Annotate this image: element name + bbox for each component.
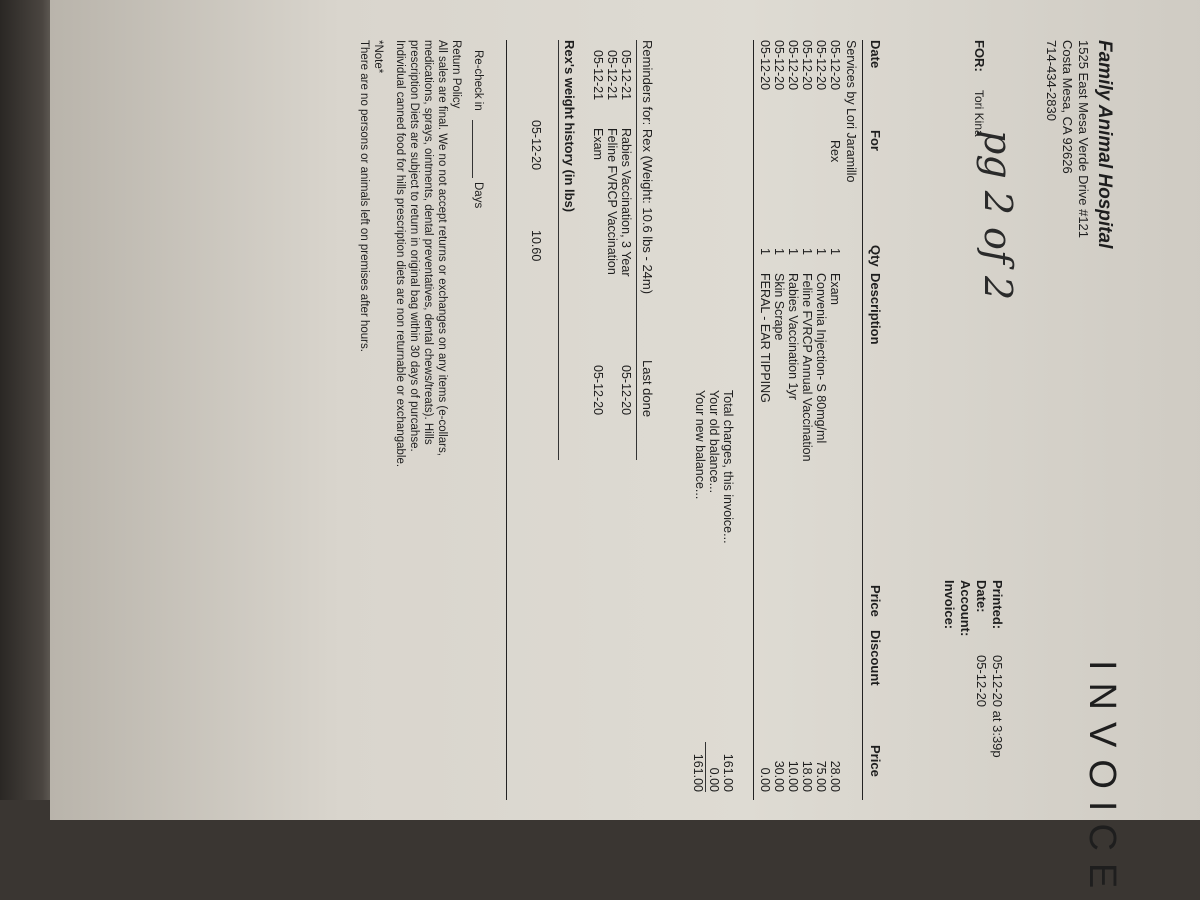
return-policy-title: Return Policy <box>450 40 462 109</box>
line-item-description: Skin Scrape <box>772 273 786 341</box>
line-item-price: 30.00 <box>772 760 786 792</box>
services-by: Services by Lori Jaramillo <box>844 40 858 183</box>
reminder-due-date: 05-12-21 <box>605 50 619 101</box>
new-balance-label: Your new balance... <box>693 390 707 500</box>
line-item-qty: 1 <box>772 248 786 255</box>
line-item-date: 05-12-20 <box>828 40 842 91</box>
recheck-prefix: Re-check in <box>472 50 484 111</box>
line-item-date: 05-12-20 <box>800 40 814 91</box>
weight-entry-date: 05-12-20 <box>529 120 543 171</box>
for-value: Tori Kina <box>972 90 986 137</box>
weight-history-title: Rex's weight history (in lbs) <box>562 40 577 213</box>
invoice-title: INVOICE <box>1081 660 1123 900</box>
printed-label: Printed: <box>990 580 1005 630</box>
balance-rule <box>705 742 706 792</box>
line-item-date: 05-12-20 <box>758 40 772 91</box>
line-item-date: 05-12-20 <box>814 40 828 91</box>
line-item-price: 18.00 <box>800 760 814 792</box>
note-text: There are no persons or animals left on premises after hours. <box>358 40 370 352</box>
line-item-price: 75.00 <box>814 760 828 792</box>
line-item-date: 05-12-20 <box>772 40 786 91</box>
line-item-price: 28.00 <box>828 760 842 792</box>
hospital-phone: 714-434-2830 <box>1044 40 1059 121</box>
printed-value: 05-12-20 at 3:39p <box>990 655 1005 758</box>
return-policy-line: All sales are final. We no not accept returns or exchanges on any items (e-collars, <box>436 40 448 456</box>
line-item-qty: 1 <box>800 248 814 255</box>
column-header-description: Description <box>868 273 883 345</box>
reminder-name: Rabies Vaccination, 3 Year <box>619 128 633 277</box>
hospital-name: Family Animal Hospital <box>1094 40 1115 249</box>
line-item-description: Feline FVRCP Annual Vaccination <box>800 273 814 462</box>
for-label: FOR: <box>972 40 987 72</box>
date-value: 05-12-20 <box>974 655 989 708</box>
note-title: *Note* <box>372 40 384 74</box>
total-charges-value: 161.00 <box>721 753 735 792</box>
line-item-description: Rabies Vaccination 1yr <box>786 273 800 400</box>
date-label: Date: <box>974 580 989 613</box>
line-item-description: Exam <box>828 273 842 305</box>
reminders-rule <box>636 40 637 460</box>
line-item-price: 10.00 <box>786 760 800 792</box>
line-item-price: 0.00 <box>758 767 772 792</box>
reminders-title: Reminders for: Rex (Weight: 10.6 lbs - 24m) <box>640 40 655 295</box>
column-header-date: Date <box>868 40 883 69</box>
return-policy-line: medications, sprays, ointments, dental preventatives, dental chews/treats). Hills <box>422 40 434 445</box>
line-item-date: 05-12-20 <box>786 40 800 91</box>
reminder-due-date: 05-12-21 <box>591 50 605 101</box>
old-balance-value: 0.00 <box>707 767 721 792</box>
reminder-name: Feline FVRCP Vaccination <box>605 128 619 275</box>
recheck-suffix: Days <box>472 182 484 209</box>
old-balance-label: Your old balance... <box>707 390 721 494</box>
hospital-address-line1: 1525 East Mesa Verde Drive #121 <box>1076 40 1091 239</box>
handwritten-page-note: pg 2 of 2 <box>976 130 1020 301</box>
column-header-qty: Qty <box>868 245 883 267</box>
weight-entry-value: 10.60 <box>529 230 543 262</box>
return-policy-line: Individual canned food for hills prescription diets are non returnable or exchangable. <box>394 40 406 468</box>
hospital-address-line2: Costa Mesa, CA 92626 <box>1060 40 1075 174</box>
column-header-price: Price <box>868 585 883 617</box>
weight-history-rule <box>558 40 559 460</box>
line-item-qty: 1 <box>758 248 772 255</box>
items-rule <box>753 40 754 800</box>
footer-rule <box>506 40 507 800</box>
reminder-last-done: 05-12-20 <box>591 365 605 416</box>
total-charges-label: Total charges, this invoice... <box>721 390 735 544</box>
header-rule <box>862 40 863 800</box>
reminder-due-date: 05-12-21 <box>619 50 633 101</box>
recheck-blank-line <box>472 120 473 178</box>
column-header-for: For <box>868 130 883 151</box>
reminder-last-done: 05-12-20 <box>619 365 633 416</box>
invoice-number-label: Invoice: <box>942 580 957 630</box>
line-item-description: FERAL - EAR TIPPING <box>758 273 772 403</box>
column-header-total-price: Price <box>868 745 883 777</box>
invoice-document <box>15 20 1123 900</box>
line-item-description: Convenia Injection- S 80mg/ml <box>814 273 828 444</box>
reminders-last-done-label: Last done <box>640 360 655 418</box>
column-header-discount: Discount <box>868 630 883 686</box>
account-label: Account: <box>958 580 973 637</box>
new-balance-value: 161.00 <box>691 753 705 792</box>
line-item-qty: 1 <box>814 248 828 255</box>
return-policy-line: prescription Diets are subject to return in original bag within 30 days of purcahse. <box>408 40 420 452</box>
line-item-qty: 1 <box>828 248 842 255</box>
line-item-qty: 1 <box>786 248 800 255</box>
line-item-for: Rex <box>828 140 842 163</box>
reminder-name: Exam <box>591 128 605 160</box>
